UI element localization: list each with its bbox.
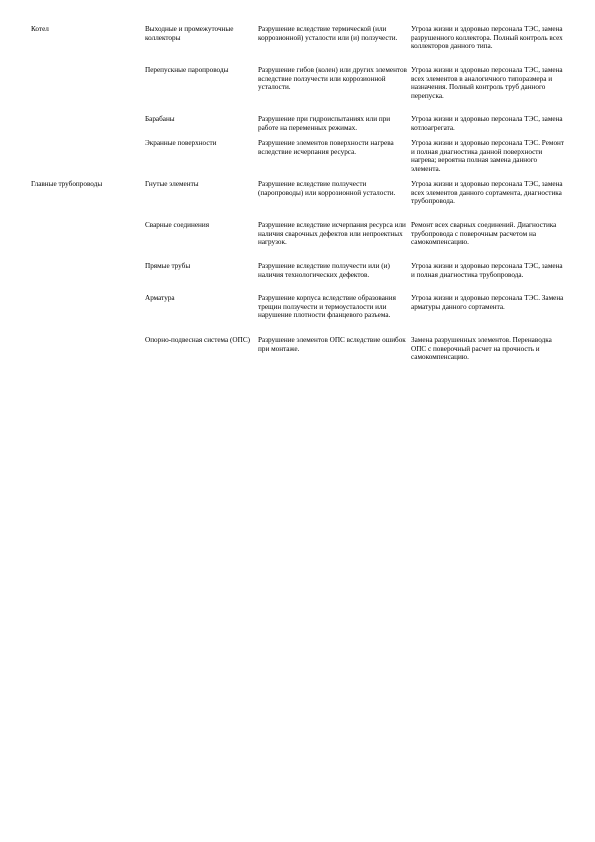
- element-cell: Сварные соединения: [145, 221, 210, 229]
- element-cell: Перепускные паропроводы: [145, 66, 229, 74]
- failure-cell: Разрушение вследствие термической (или коррозионной) усталости или (и) ползучести.: [258, 25, 398, 42]
- element-cell: Прямые трубы: [145, 262, 191, 270]
- element-cell: Арматура: [145, 294, 175, 302]
- consequence-cell: Угроза жизни и здоровью персонала ТЭС, замена всех элементов в аналогичного типоразмера и назначения. Полный контроль труб данного перепуска.: [411, 66, 563, 100]
- element-cell: Барабаны: [145, 115, 175, 123]
- failure-cell: Разрушение гибов (колен) или других элементов вследствие ползучести или коррозионной усталости.: [258, 66, 407, 92]
- consequence-cell: Угроза жизни и здоровью персонала ТЭС, замена котлоагрегата.: [411, 115, 563, 132]
- failure-cell: Разрушение вследствие ползучести или (и) наличия технологических дефектов.: [258, 262, 390, 279]
- consequence-cell: Угроза жизни и здоровью персонала ТЭС, замена всех элементов данного сортамента, диагностика трубопровода.: [411, 180, 563, 206]
- element-cell: Опорно-подвесная система (ОПС): [145, 336, 251, 344]
- failure-cell: Разрушение элементов поверхности нагрева вследствие исчерпания ресурса.: [258, 139, 394, 156]
- consequence-cell: Замена разрушенных элементов. Перенаводка ОПС с поверочный расчет на прочность и самокомпенсацию.: [411, 336, 552, 362]
- consequence-cell: Ремонт всех сварных соединений. Диагностика трубопровода с поверочным расчетом на самокомпенсацию.: [411, 221, 557, 247]
- consequence-cell: Угроза жизни и здоровью персонала ТЭС. Ремонт и полная диагностика данной поверхности нагрева; вероятна полная замена данного элемента.: [411, 139, 565, 173]
- system-cell: Главные трубопроводы: [31, 180, 103, 188]
- element-cell: Экранные поверхности: [145, 139, 217, 147]
- failure-cell: Разрушение элементов ОПС вследствие ошибок при монтаже.: [258, 336, 406, 353]
- consequence-cell: Угроза жизни и здоровью персонала ТЭС, замена и полная диагностика трубопровода.: [411, 262, 563, 279]
- failure-cell: Разрушение при гидроиспытаниях или при работе на переменных режимах.: [258, 115, 391, 132]
- failure-cell: Разрушение вследствие исчерпания ресурса или наличия сварочных дефектов или непроектных нагрузок.: [258, 221, 406, 247]
- system-cell: Котел: [31, 25, 49, 33]
- consequence-cell: Угроза жизни и здоровью персонала ТЭС. Замена арматуры данного сортамента.: [411, 294, 564, 311]
- element-cell: Гнутые элементы: [145, 180, 199, 188]
- element-cell: Выходные и промежуточные коллекторы: [145, 25, 234, 42]
- consequence-cell: Угроза жизни и здоровью персонала ТЭС, замена разрушенного коллектора. Полный контроль всех коллекторов данного типа.: [411, 25, 563, 51]
- failure-cell: Разрушение корпуса вследствие образования трещин ползучести и термоусталости или нарушение плотности фланцевого разъема.: [258, 294, 396, 320]
- failure-cell: Разрушение вследствие ползучести (паропроводы) или коррозионной усталости.: [258, 180, 396, 197]
